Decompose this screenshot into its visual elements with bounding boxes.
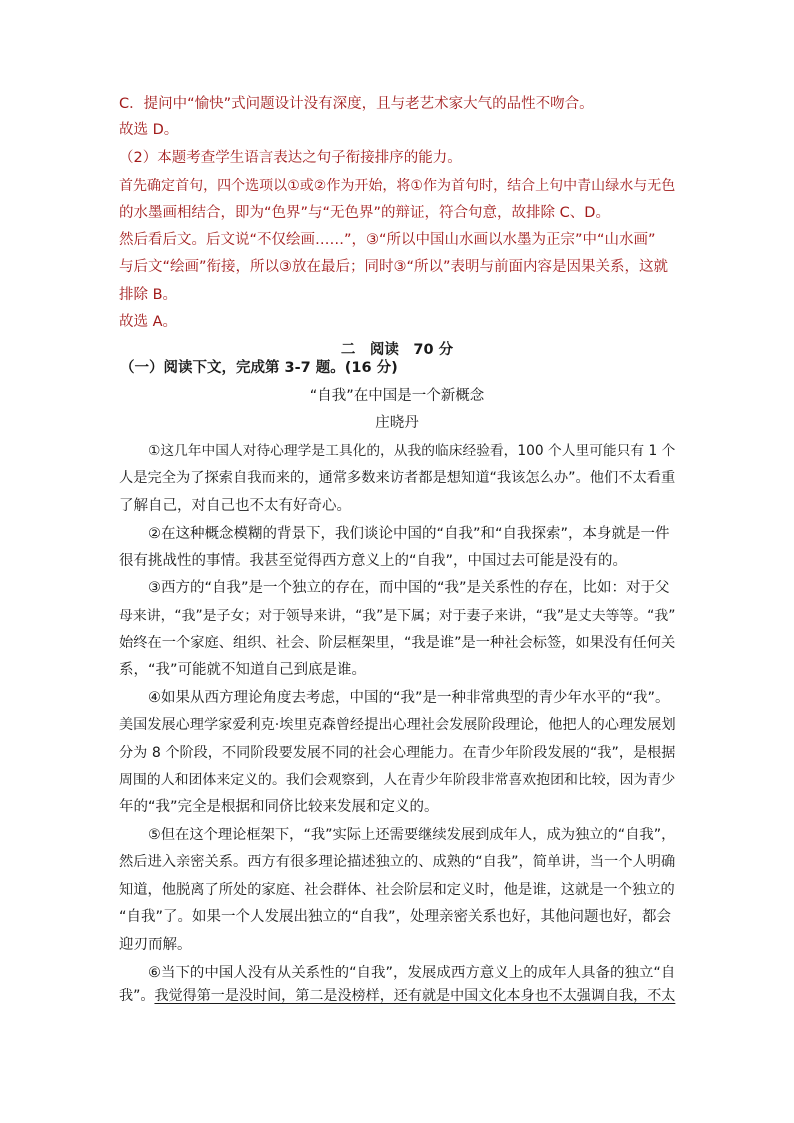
answer-option-c: C．提问中“愉快”式问题设计没有深度，且与老艺术家大气的品性不吻合。 — [119, 96, 594, 112]
article-line: 年的“我”完全是根据和同侪比较来发展和定义的。 — [119, 799, 439, 815]
analysis-p2-line3: 排除 B。 — [119, 287, 178, 303]
article-line: ⑤但在这个理论框架下，“我”实际上还需要继续发展到成年人，成为独立的“自我”， — [148, 827, 676, 843]
analysis-p2-line2: 与后文“绘画”衔接，所以③放在最后；同时③“所以”表明与前面内容是因果关系，这就 — [119, 259, 669, 275]
article-line: “自我”了。如果一个人发展出独立的“自我”，处理亲密关系也好，其他问题也好，都会 — [119, 909, 672, 925]
underlined-sentence: 我觉得第一是没时间，第二是没榜样，还有就是中国文化本身也不太强调自我，不太 — [154, 988, 676, 1004]
answer-choice-d: 故选 D。 — [119, 122, 179, 138]
article-line: ③西方的“自我”是一个独立的存在，而中国的“我”是关系性的存在，比如：对于父 — [148, 580, 670, 596]
article-line: ④如果从西方理论角度去考虑，中国的“我”是一种非常典型的青少年水平的“我”。 — [148, 690, 670, 706]
article-line: 分为 8 个阶段，不同阶段要发展不同的社会心理能力。在青少年阶段发展的“我”，是根据 — [119, 745, 676, 761]
section-heading: 二 阅读 70 分 — [340, 342, 454, 358]
article-line: ①这几年中国人对待心理学是工具化的，从我的临床经验看，100 个人里可能只有 1 个 — [148, 443, 676, 459]
article-line: 人是完全为了探索自我而来的，通常多数来访者都是想知道“我该怎么办”。他们不太看重 — [119, 470, 676, 486]
analysis-p2-line1: 然后看后文。后文说“不仅绘画……”，③“所以中国山水画以水墨为正宗”中“山水画” — [119, 232, 656, 248]
section-sub-heading: （一）阅读下文，完成第 3-7 题。(16 分) — [120, 360, 398, 376]
analysis-p1-line1: 首先确定首句，四个选项以①或②作为开始，将①作为首句时，结合上句中青山绿水与无色 — [119, 178, 676, 194]
article-line: ②在这种概念模糊的背景下，我们谈论中国的“自我”和“自我探索”，本身就是一件 — [148, 526, 670, 542]
answer-choice-a: 故选 A。 — [119, 314, 178, 330]
analysis-p1-line2: 的水墨画相结合，即为“色界”与“无色界”的辩证，符合句意，故排除 C、D。 — [119, 205, 610, 221]
article-author: 庄晓丹 — [375, 415, 419, 431]
article-last-line-start: 我”。 — [119, 988, 155, 1004]
question-2-intro: （2）本题考查学生语言表达之句子衔接排序的能力。 — [119, 150, 462, 166]
article-line: 迎刃而解。 — [119, 937, 192, 953]
article-line: 周围的人和团体来定义的。我们会观察到，人在青少年阶段非常喜欢抱团和比较，因为青少 — [119, 772, 676, 788]
article-line: 然后进入亲密关系。西方有很多理论描述独立的、成熟的“自我”，简单讲，当一个人明确 — [119, 854, 676, 870]
article-line: 美国发展心理学家爱利克·埃里克森曾经提出心理社会发展阶段理论，他把人的心理发展划 — [119, 717, 676, 733]
article-line: 母来讲，“我”是子女；对于领导来讲，“我”是下属；对于妻子来讲，“我”是丈夫等等。“我” — [119, 608, 676, 624]
article-line: 系，“我”可能就不知道自己到底是谁。 — [119, 662, 367, 678]
article-line: 很有挑战性的事情。我甚至觉得西方意义上的“自我”，中国过去可能是没有的。 — [119, 553, 628, 569]
article-line: 了解自己，对自己也不太有好奇心。 — [119, 498, 351, 514]
article-line: ⑥当下的中国人没有从关系性的“自我”，发展成西方意义上的成年人具备的独立“自 — [148, 965, 676, 981]
article-line: 始终在一个家庭、组织、社会、阶层框架里，“我是谁”是一种社会标签，如果没有任何关 — [119, 635, 676, 651]
article-last-line — [119, 986, 675, 1006]
article-title: “自我”在中国是一个新概念 — [309, 388, 485, 404]
article-line: 知道，他脱离了所处的家庭、社会群体、社会阶层和定义时，他是谁，这就是一个独立的 — [119, 882, 675, 898]
